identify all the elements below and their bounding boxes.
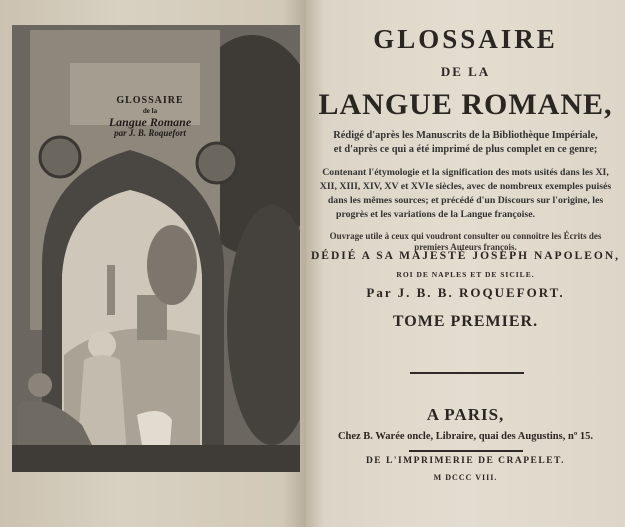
dedication-subline: ROI DE NAPLES ET DE SICILE. [396,270,535,279]
author: Par J. B. B. ROQUEFORT. [366,285,565,300]
sign-line: GLOSSAIRE [116,95,184,106]
title-glossaire: GLOSSAIRE [373,24,558,54]
subtitle-line: Ouvrage utile à ceux qui voudront consulter ou connoître les Écrits des [329,231,602,241]
sign-line: de la [142,107,158,115]
title-page [306,0,625,527]
place: A PARIS, [426,405,505,424]
subtitle-line: dans les mêmes sources; et précédé d'un Discours sur l'origine, les [327,195,604,206]
dedication: DÉDIÉ A SA MAJESTÉ JOSEPH NAPOLEON, [311,250,620,262]
publisher: Chez B. Warée oncle, Libraire, quai des Augustins, nº 15. [337,431,594,442]
engraving-illustration [12,25,300,472]
subtitle-line: progrès et les variations de la Langue françoise. [336,209,536,220]
subtitle-line: et d'après ce qui a été imprimé de plus complet en ce genre; [333,144,598,155]
subtitle-line: Rédigé d'après les Manuscrits de la Bibliothèque Impériale, [333,130,598,141]
frontispiece-engraving [12,25,300,472]
title-langue-romane: LANGUE ROMANE, [318,88,613,121]
title-de-la: DE LA [440,64,491,79]
divider-rule [409,450,523,452]
volume: TOME PREMIER. [392,313,539,330]
subtitle-line: XII, XIII, XIV, XV et XVIe siècles, avec de nombreux exemples puisés [319,181,612,192]
printer: DE L'IMPRIMERIE DE CRAPELET. [365,456,566,466]
divider-rule [410,372,524,374]
engraved-sign [90,95,210,139]
sign-line: par J. B. Roquefort [114,128,186,138]
left-page [0,0,306,527]
subtitle-line: Contenant l'étymologie et la signification des mots usités dans les XI, [322,167,609,178]
year: M DCCC VIII. [433,473,498,482]
sign-line: Langue Romane [108,115,192,129]
subtitle-line: premiers Auteurs françois. [414,242,517,252]
